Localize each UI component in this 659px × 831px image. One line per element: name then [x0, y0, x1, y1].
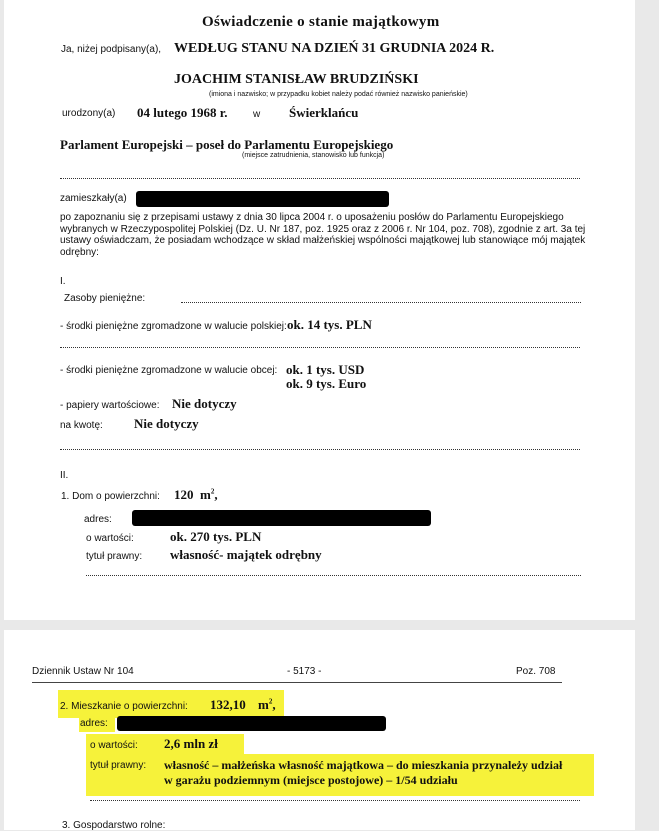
flat-unit: $m^2$,	[258, 697, 276, 712]
house-title-value: własność- majątek odrębny	[170, 547, 322, 562]
foreign-label: - środki pieniężne zgromadzone w walucie obcej:	[60, 365, 278, 376]
cash-label: Zasoby pieniężne:	[64, 293, 146, 304]
house-area: 120	[174, 487, 194, 502]
foreign-value-eur: ok. 9 tys. Euro	[286, 376, 367, 391]
born-label: urodzony(a)	[62, 108, 116, 119]
as-of-date: WEDŁUG STANU NA DZIEŃ 31 GRUDNIA 2024 R.	[174, 41, 495, 56]
dotted-line	[86, 575, 581, 576]
redaction-bar	[132, 510, 431, 526]
house-title-label: tytuł prawny:	[86, 551, 143, 562]
flat-address-label: adres:	[80, 718, 108, 729]
foreign-value-usd: ok. 1 tys. USD	[286, 362, 365, 377]
born-date: 04 lutego 1968 r.	[137, 105, 228, 120]
dotted-line	[60, 347, 580, 348]
house-label: 1. Dom o powierzchni:	[61, 491, 160, 502]
document-page-2	[4, 630, 635, 830]
securities-label: - papiery wartościowe:	[60, 400, 160, 411]
flat-value: 2,6 mln zł	[164, 736, 218, 751]
statement-text: po zapoznaniu się z przepisami ustawy z dnia 30 lipca 2004 r. o uposażeniu posłów do Parlamentu Europejskiego wybranych w Rzeczypospolitej Polskiej (Dz. U. Nr 187, poz. 1925 oraz z 2006 r. Nr 104, poz. 708), zgodnie z art. 3a tej ustawy oświadczam, że posiadam wchodzące w skład małżeńskiej wspólności majątkowej lub stanowiące mój majątek odrębny:	[60, 212, 586, 258]
born-place: Świerklańcu	[289, 105, 359, 120]
declarant-name: JOACHIM STANISŁAW BRUDZIŃSKI	[174, 72, 419, 87]
employment-hint: (miejsce zatrudnienia, stanowisko lub funkcja)	[242, 152, 385, 159]
dotted-line	[181, 302, 581, 303]
redaction-bar	[136, 191, 389, 207]
dotted-line	[60, 449, 580, 450]
residence-label: zamieszkały(a)	[60, 193, 127, 204]
name-hint: (imiona i nazwisko; w przypadku kobiet należy podać również nazwisko panieńskie)	[209, 91, 468, 98]
farm-label: 3. Gospodarstwo rolne:	[62, 820, 166, 831]
journal-header: Dziennik Ustaw Nr 104	[32, 666, 134, 677]
house-value-label: o wartości:	[86, 533, 134, 544]
flat-title-label: tytuł prawny:	[90, 760, 147, 771]
amount-label: na kwotę:	[60, 420, 103, 431]
flat-label: 2. Mieszkanie o powierzchni:	[60, 701, 188, 712]
employment: Parlament Europejski – poseł do Parlamentu Europejskiego	[60, 137, 394, 152]
header-rule	[32, 682, 562, 683]
page-number: - 5173 -	[287, 666, 322, 677]
document-page-1	[4, 0, 635, 620]
flat-area: 132,10	[210, 697, 246, 712]
section1-heading: I.	[60, 276, 66, 287]
born-in-label: w	[253, 109, 261, 120]
redaction-bar	[117, 716, 386, 731]
pln-label: - środki pieniężne zgromadzone w walucie polskiej:	[60, 321, 287, 332]
page-title: Oświadczenie o stanie majątkowym	[202, 14, 440, 30]
dotted-line	[90, 800, 580, 801]
house-address-label: adres:	[84, 514, 112, 525]
flat-value-label: o wartości:	[90, 740, 138, 751]
flat-title-value-1: własność – małżeńska własność majątkowa – do mieszkania przynależy udział	[164, 758, 563, 772]
dotted-line	[60, 178, 580, 179]
position-number: Poz. 708	[516, 666, 556, 677]
flat-title-value-2: w garażu podziemnym (miejsce postojowe) – 1/54 udziału	[164, 773, 458, 787]
intro-label: Ja, niżej podpisany(a),	[61, 44, 162, 55]
house-value: ok. 270 tys. PLN	[170, 529, 262, 544]
section2-heading: II.	[60, 470, 69, 481]
securities-value: Nie dotyczy	[172, 396, 237, 411]
house-unit: $m^2$,	[200, 487, 218, 502]
pln-value: ok. 14 tys. PLN	[287, 317, 372, 332]
amount-value: Nie dotyczy	[134, 416, 199, 431]
